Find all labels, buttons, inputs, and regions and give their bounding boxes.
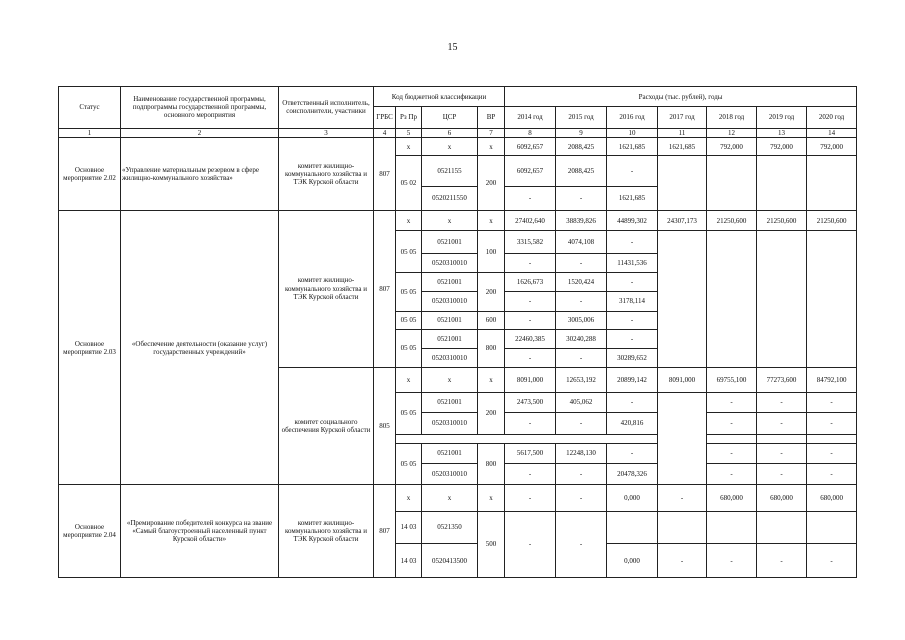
empty-cell: [658, 156, 707, 211]
rzpr-cell: 05 05: [396, 231, 422, 273]
csr-cell: 0520310010: [422, 464, 478, 485]
csr-cell: 0521001: [422, 443, 478, 463]
value-cell: -: [707, 392, 757, 412]
value-cell: 792,000: [807, 138, 857, 156]
vr-cell: 600: [478, 311, 505, 329]
empty-cell: [807, 231, 857, 367]
col-number: 14: [807, 128, 857, 137]
csr-cell: x: [422, 211, 478, 231]
value-cell: -: [556, 511, 607, 577]
col-number: 9: [556, 128, 607, 137]
header-vr: ВР: [478, 107, 505, 128]
measure-name-cell: «Управление материальным резервом в сфере жилищно-коммунального хозяйства»: [121, 138, 279, 211]
col-number: 8: [505, 128, 556, 137]
value-cell: -: [607, 443, 658, 463]
value-cell: 0,000: [607, 485, 658, 511]
value-cell: 1520,424: [556, 273, 607, 292]
value-cell: -: [505, 311, 556, 329]
empty-cell: [807, 434, 857, 443]
empty-cell: [757, 434, 807, 443]
col-number: 4: [374, 128, 396, 137]
col-number: 5: [396, 128, 422, 137]
empty-cell: [658, 392, 707, 484]
empty-cell: [707, 434, 757, 443]
value-cell: 6092,657: [505, 156, 556, 186]
value-cell: -: [707, 544, 757, 578]
rzpr-cell: x: [396, 211, 422, 231]
vr-cell: 200: [478, 156, 505, 211]
csr-cell: 0520310010: [422, 349, 478, 367]
csr-cell: 0521155: [422, 156, 478, 186]
value-cell: 30289,652: [607, 349, 658, 367]
col-number: 2: [121, 128, 279, 137]
header-year-2019: 2019 год: [757, 107, 807, 128]
value-cell: 24307,173: [658, 211, 707, 231]
value-cell: -: [505, 186, 556, 210]
csr-cell: 0521001: [422, 231, 478, 253]
value-cell: -: [607, 392, 658, 412]
value-cell: -: [807, 413, 857, 434]
vr-cell: 100: [478, 231, 505, 273]
value-cell: 5617,500: [505, 443, 556, 463]
vr-cell: 800: [478, 329, 505, 367]
value-cell: -: [556, 464, 607, 485]
header-grbs: ГРБС: [374, 107, 396, 128]
header-responsible: Ответственный исполнитель, соисполнители, участники: [279, 87, 374, 129]
rzpr-cell: x: [396, 485, 422, 511]
value-cell: 20478,326: [607, 464, 658, 485]
grbs-cell: 807: [374, 138, 396, 211]
value-cell: -: [505, 485, 556, 511]
grbs-cell: 805: [374, 367, 396, 485]
vr-cell: 200: [478, 273, 505, 312]
value-cell: -: [807, 443, 857, 463]
csr-cell: 0520310010: [422, 413, 478, 434]
grbs-cell: 807: [374, 485, 396, 578]
value-cell: 420,816: [607, 413, 658, 434]
value-cell: 11431,536: [607, 253, 658, 272]
value-cell: 77273,600: [757, 367, 807, 392]
value-cell: -: [607, 311, 658, 329]
empty-cell: [707, 156, 757, 211]
value-cell: -: [505, 464, 556, 485]
empty-cell: [807, 511, 857, 544]
budget-table-container: [58, 86, 856, 578]
value-cell: 405,062: [556, 392, 607, 412]
csr-cell: 0521001: [422, 392, 478, 412]
value-cell: 680,000: [807, 485, 857, 511]
value-cell: -: [556, 485, 607, 511]
header-status: Статус: [59, 87, 121, 129]
value-cell: -: [556, 186, 607, 210]
vr-cell: x: [478, 485, 505, 511]
value-cell: -: [757, 413, 807, 434]
column-numbers-row: [59, 128, 857, 137]
value-cell: 8091,000: [658, 367, 707, 392]
csr-cell: 0521001: [422, 273, 478, 292]
col-number: 1: [59, 128, 121, 137]
value-cell: 6092,657: [505, 138, 556, 156]
value-cell: -: [807, 392, 857, 412]
rzpr-cell: 05 05: [396, 392, 422, 434]
csr-cell: 0520310010: [422, 253, 478, 272]
value-cell: -: [505, 253, 556, 272]
responsible-cell: комитет жилищно-коммунального хозяйства и ТЭК Курской области: [279, 485, 374, 578]
value-cell: 680,000: [757, 485, 807, 511]
vr-cell: x: [478, 211, 505, 231]
empty-cell: [658, 231, 707, 367]
value-cell: 20899,142: [607, 367, 658, 392]
budget-table: [58, 86, 857, 578]
col-number: 7: [478, 128, 505, 137]
rzpr-cell: 05 05: [396, 329, 422, 367]
status-cell: Основное мероприятие 2.04: [59, 485, 121, 578]
header-year-2014: 2014 год: [505, 107, 556, 128]
rzpr-cell: x: [396, 367, 422, 392]
value-cell: 1621,685: [658, 138, 707, 156]
rzpr-cell: 14 03: [396, 544, 422, 578]
responsible-cell: комитет социального обеспечения Курской области: [279, 367, 374, 485]
csr-cell: 0521001: [422, 329, 478, 348]
value-cell: 44899,302: [607, 211, 658, 231]
header-year-2018: 2018 год: [707, 107, 757, 128]
value-cell: -: [707, 464, 757, 485]
value-cell: 1621,685: [607, 138, 658, 156]
csr-cell: x: [422, 138, 478, 156]
empty-cell: [757, 156, 807, 211]
value-cell: -: [505, 413, 556, 434]
csr-cell: x: [422, 485, 478, 511]
empty-cell: [707, 231, 757, 367]
value-cell: 792,000: [757, 138, 807, 156]
value-cell: 21250,600: [807, 211, 857, 231]
value-cell: -: [707, 443, 757, 463]
value-cell: -: [556, 253, 607, 272]
value-cell: -: [658, 485, 707, 511]
value-cell: -: [505, 292, 556, 311]
value-cell: -: [807, 544, 857, 578]
col-number: 3: [279, 128, 374, 137]
empty-cell: [757, 231, 807, 367]
csr-cell: 0521001: [422, 311, 478, 329]
value-cell: -: [658, 544, 707, 578]
header-year-2020: 2020 год: [807, 107, 857, 128]
rzpr-cell: 05 05: [396, 273, 422, 312]
empty-cell: [607, 511, 658, 544]
value-cell: -: [607, 231, 658, 253]
page-number: 15: [447, 42, 458, 53]
value-cell: 2088,425: [556, 156, 607, 186]
value-cell: 8091,000: [505, 367, 556, 392]
empty-cell: [807, 156, 857, 211]
empty-cell: [707, 511, 757, 544]
vr-cell: x: [478, 138, 505, 156]
table-row: [59, 138, 857, 156]
csr-cell: x: [422, 367, 478, 392]
grbs-cell: 807: [374, 211, 396, 367]
vr-cell: x: [478, 367, 505, 392]
header-csr: ЦСР: [422, 107, 478, 128]
csr-cell: 0521350: [422, 511, 478, 544]
col-number: 6: [422, 128, 478, 137]
csr-cell: 0520310010: [422, 292, 478, 311]
value-cell: 3178,114: [607, 292, 658, 311]
value-cell: 12653,192: [556, 367, 607, 392]
value-cell: 69755,100: [707, 367, 757, 392]
value-cell: -: [556, 349, 607, 367]
value-cell: 3315,582: [505, 231, 556, 253]
value-cell: 2088,425: [556, 138, 607, 156]
empty-cell: [757, 511, 807, 544]
value-cell: -: [757, 392, 807, 412]
value-cell: -: [607, 329, 658, 348]
table-row: [59, 211, 857, 231]
value-cell: 22460,385: [505, 329, 556, 348]
responsible-cell: комитет жилищно-коммунального хозяйства и ТЭК Курской области: [279, 211, 374, 367]
value-cell: -: [556, 413, 607, 434]
value-cell: 4074,108: [556, 231, 607, 253]
measure-name-cell: «Премирование победителей конкурса на звание «Самый благоустроенный населенный пункт Курской области»: [121, 485, 279, 578]
status-cell: Основное мероприятие 2.03: [59, 211, 121, 485]
value-cell: -: [757, 464, 807, 485]
blank-band: [396, 434, 658, 443]
header-year-2015: 2015 год: [556, 107, 607, 128]
value-cell: 792,000: [707, 138, 757, 156]
rzpr-cell: 05 02: [396, 156, 422, 211]
empty-cell: [658, 511, 707, 544]
value-cell: 21250,600: [757, 211, 807, 231]
rzpr-cell: 05 05: [396, 311, 422, 329]
value-cell: -: [757, 443, 807, 463]
value-cell: -: [757, 544, 807, 578]
col-number: 11: [658, 128, 707, 137]
header-year-2016: 2016 год: [607, 107, 658, 128]
rzpr-cell: x: [396, 138, 422, 156]
header-budget-classification: Код бюджетной классификации: [374, 87, 505, 107]
rzpr-cell: 05 05: [396, 443, 422, 485]
value-cell: -: [607, 156, 658, 186]
header-year-2017: 2017 год: [658, 107, 707, 128]
value-cell: 38839,826: [556, 211, 607, 231]
header-name: Наименование государственной программы, подпрограммы государственной программы, основного мероприятия: [121, 87, 279, 129]
value-cell: 12248,130: [556, 443, 607, 463]
vr-cell: 200: [478, 392, 505, 434]
header-rzpr: Рз Пр: [396, 107, 422, 128]
value-cell: 680,000: [707, 485, 757, 511]
responsible-cell: комитет жилищно-коммунального хозяйства и ТЭК Курской области: [279, 138, 374, 211]
vr-cell: 500: [478, 511, 505, 577]
value-cell: 2473,500: [505, 392, 556, 412]
value-cell: 30240,288: [556, 329, 607, 348]
col-number: 13: [757, 128, 807, 137]
value-cell: -: [707, 413, 757, 434]
value-cell: -: [505, 349, 556, 367]
value-cell: -: [807, 464, 857, 485]
value-cell: 21250,600: [707, 211, 757, 231]
status-cell: Основное мероприятие 2.02: [59, 138, 121, 211]
value-cell: -: [556, 292, 607, 311]
table-row: [59, 485, 857, 511]
csr-cell: 0520413500: [422, 544, 478, 578]
value-cell: 84792,100: [807, 367, 857, 392]
value-cell: 27402,640: [505, 211, 556, 231]
csr-cell: 0520211550: [422, 186, 478, 210]
col-number: 12: [707, 128, 757, 137]
value-cell: 3005,006: [556, 311, 607, 329]
value-cell: -: [607, 273, 658, 292]
value-cell: 1626,673: [505, 273, 556, 292]
measure-name-cell: «Обеспечение деятельности (оказание услуг) государственных учреждений»: [121, 211, 279, 485]
value-cell: 0,000: [607, 544, 658, 578]
value-cell: -: [505, 511, 556, 577]
value-cell: 1621,685: [607, 186, 658, 210]
col-number: 10: [607, 128, 658, 137]
rzpr-cell: 14 03: [396, 511, 422, 544]
header-expenses: Расходы (тыс. рублей), годы: [505, 87, 857, 107]
vr-cell: 800: [478, 443, 505, 485]
